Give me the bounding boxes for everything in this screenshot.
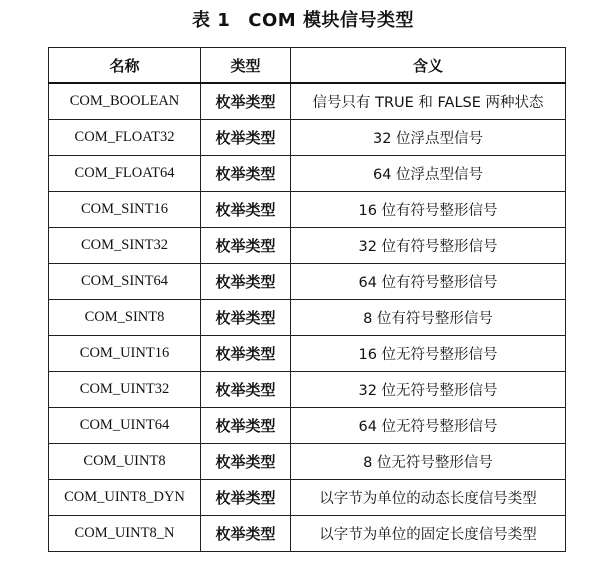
table-row	[49, 408, 566, 444]
signal-type-cell: 枚举类型	[201, 336, 291, 372]
signal-meaning-cell: 32 位有符号整形信号	[291, 228, 566, 264]
signal-name-cell: COM_SINT16	[49, 192, 201, 228]
table-caption	[0, 8, 606, 34]
signal-name-cell: COM_BOOLEAN	[49, 83, 201, 120]
table-row	[49, 480, 566, 516]
signal-type-cell: 枚举类型	[201, 156, 291, 192]
signal-meaning-cell: 8 位有符号整形信号	[291, 300, 566, 336]
table-row	[49, 192, 566, 228]
table-row	[49, 444, 566, 480]
table-row	[49, 300, 566, 336]
signal-name-cell: COM_SINT8	[49, 300, 201, 336]
signal-type-cell: 枚举类型	[201, 192, 291, 228]
table-row	[49, 516, 566, 552]
signal-type-cell: 枚举类型	[201, 444, 291, 480]
signal-type-cell: 枚举类型	[201, 300, 291, 336]
table-row	[49, 228, 566, 264]
signal-name-cell: COM_UINT8_DYN	[49, 480, 201, 516]
signal-meaning-cell: 8 位无符号整形信号	[291, 444, 566, 480]
signal-meaning-cell: 64 位无符号整形信号	[291, 408, 566, 444]
signal-name-cell: COM_UINT8_N	[49, 516, 201, 552]
signal-meaning-cell: 16 位有符号整形信号	[291, 192, 566, 228]
signal-type-cell: 枚举类型	[201, 264, 291, 300]
signal-meaning-cell: 以字节为单位的动态长度信号类型	[291, 480, 566, 516]
signal-name-cell: COM_UINT32	[49, 372, 201, 408]
column-header-meaning: 含义	[291, 48, 566, 84]
signal-type-cell: 枚举类型	[201, 408, 291, 444]
signal-meaning-cell: 16 位无符号整形信号	[291, 336, 566, 372]
signal-name-cell: COM_SINT64	[49, 264, 201, 300]
table-body	[49, 83, 566, 552]
signal-meaning-cell: 32 位无符号整形信号	[291, 372, 566, 408]
signal-type-cell: 枚举类型	[201, 516, 291, 552]
signal-meaning-cell: 以字节为单位的固定长度信号类型	[291, 516, 566, 552]
table-number: 表 1	[192, 10, 231, 31]
signal-name-cell: COM_UINT64	[49, 408, 201, 444]
signal-name-cell: COM_FLOAT32	[49, 120, 201, 156]
signal-type-cell: 枚举类型	[201, 83, 291, 120]
signal-type-cell: 枚举类型	[201, 228, 291, 264]
table-header	[49, 48, 566, 84]
table-row	[49, 264, 566, 300]
signal-type-cell: 枚举类型	[201, 480, 291, 516]
table-title: COM 模块信号类型	[248, 10, 414, 31]
signal-type-cell: 枚举类型	[201, 372, 291, 408]
signal-name-cell: COM_SINT32	[49, 228, 201, 264]
table-row	[49, 156, 566, 192]
signal-meaning-cell: 64 位浮点型信号	[291, 156, 566, 192]
signal-name-cell: COM_UINT8	[49, 444, 201, 480]
header-row	[49, 48, 566, 84]
column-header-name: 名称	[49, 48, 201, 84]
table-row	[49, 336, 566, 372]
signal-type-table	[48, 47, 566, 552]
table-row	[49, 372, 566, 408]
table-row	[49, 83, 566, 120]
signal-meaning-cell: 信号只有 TRUE 和 FALSE 两种状态	[291, 83, 566, 120]
column-header-type: 类型	[201, 48, 291, 84]
signal-type-cell: 枚举类型	[201, 120, 291, 156]
signal-meaning-cell: 64 位有符号整形信号	[291, 264, 566, 300]
signal-name-cell: COM_UINT16	[49, 336, 201, 372]
signal-meaning-cell: 32 位浮点型信号	[291, 120, 566, 156]
table-row	[49, 120, 566, 156]
signal-name-cell: COM_FLOAT64	[49, 156, 201, 192]
